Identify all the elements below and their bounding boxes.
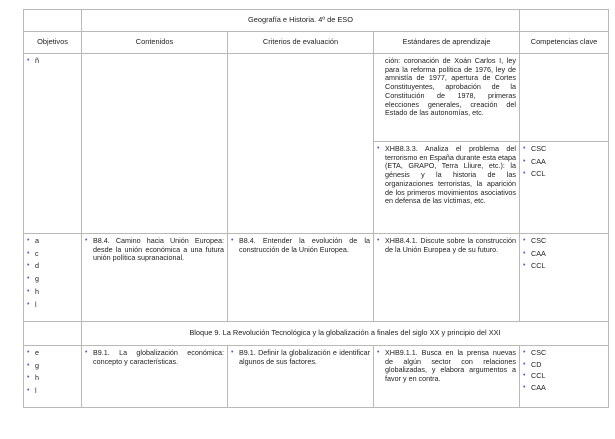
competencias-cell	[520, 346, 609, 408]
header-contenidos: Contenidos	[82, 32, 228, 54]
list-item: • B9.1. La globalización económica: concepto y características.	[85, 348, 224, 366]
bloque-title: Bloque 9. La Revolución Tecnológica y la globalización a finales del siglo XX y principio del XXI	[82, 322, 609, 346]
list-item: • l	[27, 386, 37, 396]
list-item: • e	[27, 348, 39, 357]
bullet-icon: •	[523, 170, 526, 178]
list-item: • CSC	[523, 144, 547, 153]
list-item: • h	[27, 286, 39, 296]
list-item: • CCL	[523, 261, 546, 271]
list-item: • B9.1. Definir la globalización e identificar algunos de sus factores.	[231, 348, 370, 366]
bullet-icon: •	[523, 157, 526, 165]
list-item: • CAA	[523, 248, 546, 258]
competencias-cell	[520, 234, 609, 322]
bullet-icon: •	[27, 262, 30, 270]
list-item: • CSC	[523, 236, 547, 245]
contenidos-cell	[82, 234, 228, 322]
estandar-cell	[374, 54, 520, 142]
bullet-icon: •	[27, 349, 30, 356]
estandar-cell	[374, 346, 520, 408]
list-item: • CAA	[523, 156, 546, 166]
bullet-icon: •	[85, 237, 88, 244]
list-item: • a	[27, 236, 39, 245]
header-competencias: Competencias clave	[520, 32, 609, 54]
list-item: • XHB9.1.1. Busca en la prensa nuevas de algún sector con relaciones globalizadas, y elabora argumentos a favor y en contra.	[377, 348, 517, 384]
table-row	[24, 234, 609, 322]
bullet-icon: •	[231, 349, 234, 356]
list-item: • h	[27, 373, 39, 383]
list-item: • ñ	[27, 56, 39, 65]
header-objetivos: Objetivos	[24, 32, 82, 54]
bullet-icon: •	[27, 287, 30, 295]
criterios-cell	[228, 54, 374, 234]
estandar-cell	[374, 234, 520, 322]
list-item: • XHB8.4.1. Discute sobre la construcción de la Unión Europea y de su futuro.	[377, 236, 517, 254]
bullet-icon: •	[231, 237, 234, 244]
title-blank-cell	[24, 10, 82, 32]
title-row	[24, 10, 609, 32]
objetivos-cell	[24, 346, 82, 408]
header-criterios: Criterios de evaluación	[228, 32, 374, 54]
bullet-icon: •	[85, 349, 88, 356]
bullet-icon: •	[377, 349, 380, 356]
bullet-icon: •	[523, 349, 526, 356]
list-item: • CD	[523, 359, 542, 369]
list-item: • CSC	[523, 348, 547, 357]
bullet-icon: •	[27, 387, 30, 395]
bullet-icon: •	[523, 384, 526, 392]
list-item: • g	[27, 274, 39, 284]
bullet-icon: •	[523, 145, 526, 152]
bullet-icon: •	[523, 262, 526, 270]
list-item: • XHB8.3.3. Analiza el problema del terrorismo en España durante esta etapa (ETA, GRAPO, Terra Lliure, etc.): la génesis y la historia de las organizaciones terroristas, la aparición de los primeros movimientos asociativos en defensa de las víctimas, etc.	[377, 144, 517, 206]
bullet-icon: •	[27, 361, 30, 369]
bullet-icon: •	[27, 249, 30, 257]
curriculum-table	[23, 9, 609, 408]
contenidos-cell	[82, 346, 228, 408]
bloque-blank-cell	[24, 322, 82, 346]
bullet-icon: •	[27, 300, 30, 308]
list-item: • g	[27, 360, 39, 370]
table-row	[24, 346, 609, 408]
table-title: Geografía e Historia. 4º de ESO	[82, 10, 520, 32]
bullet-icon: •	[27, 237, 30, 244]
list-item: • CCL	[523, 169, 546, 179]
header-row	[24, 32, 609, 54]
list-item: ción: coronación de Xoán Carlos I, ley para la reforma política de 1976, ley de amnistía de 1977, apertura de Cortes Constituyentes, aprobación de la Constitución de 1978, primeras elecciones generales, creación del Estado de las autonomías, etc.	[385, 56, 517, 118]
list-item: • CAA	[523, 383, 546, 393]
competencias-cell	[520, 142, 609, 234]
list-item: • B8.4. Camino hacia Unión Europea: desde la unión económica a una futura unión política supranacional.	[85, 236, 224, 263]
list-item: • c	[27, 248, 39, 258]
bullet-icon: •	[27, 374, 30, 382]
bullet-icon: •	[377, 145, 380, 152]
objetivos-cell	[24, 54, 82, 234]
bloque-row	[24, 322, 609, 346]
competencias-cell	[520, 54, 609, 142]
bullet-icon: •	[523, 249, 526, 257]
table-row	[24, 54, 609, 142]
bullet-icon: •	[523, 360, 526, 368]
bullet-icon: •	[523, 237, 526, 244]
bullet-icon: •	[377, 237, 380, 244]
list-item: • CCL	[523, 371, 546, 381]
criterios-cell	[228, 234, 374, 322]
header-estandares: Estándares de aprendizaje	[374, 32, 520, 54]
list-item: • l	[27, 299, 37, 309]
estandar-cell	[374, 142, 520, 234]
bullet-icon: •	[27, 57, 30, 64]
list-item: • B8.4. Entender la evolución de la construcción de la Unión Europea.	[231, 236, 370, 254]
bullet-icon: •	[523, 372, 526, 380]
title-blank-cell	[520, 10, 609, 32]
bullet-icon: •	[27, 275, 30, 283]
objetivos-cell	[24, 234, 82, 322]
criterios-cell	[228, 346, 374, 408]
contenidos-cell	[82, 54, 228, 234]
list-item: • d	[27, 261, 39, 271]
